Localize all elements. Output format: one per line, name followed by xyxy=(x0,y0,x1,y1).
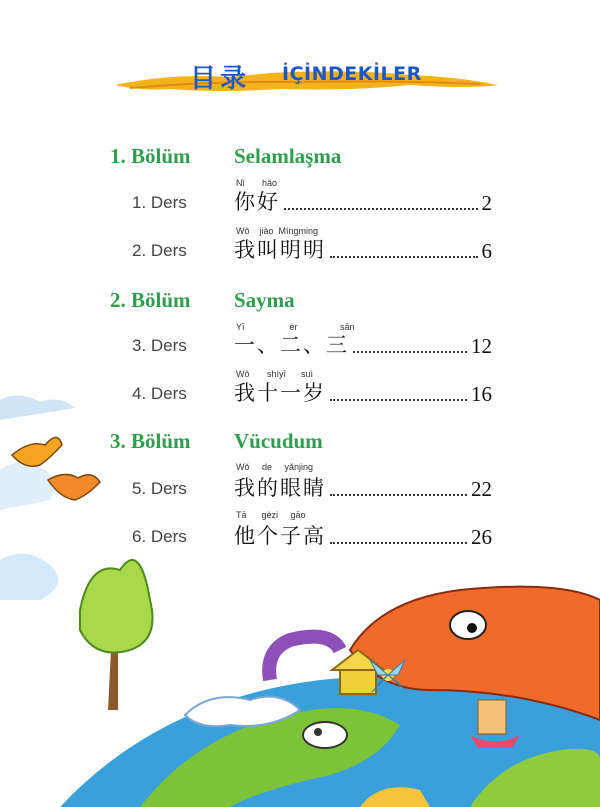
unit-1-label: 1. Bölüm xyxy=(110,144,191,168)
lesson-4-entry[interactable] xyxy=(234,381,492,407)
toc-title-turkish: İÇİNDEKİLER xyxy=(282,63,422,85)
lesson-1-page: 2 xyxy=(481,191,492,215)
lesson-5-entry[interactable] xyxy=(234,476,492,502)
lesson-2-chinese: 我叫明明 xyxy=(234,238,326,262)
lesson-6-label: 6. Ders xyxy=(132,527,187,546)
lesson-3-entry[interactable] xyxy=(234,333,492,359)
dot-leader xyxy=(330,398,467,401)
unit-3-title: Vücudum xyxy=(234,429,323,453)
unit-2-title: Sayma xyxy=(234,288,295,312)
lesson-3-page: 12 xyxy=(471,334,492,358)
lesson-3-label: 3. Ders xyxy=(132,336,187,355)
lesson-3-chinese: 一、二、三 xyxy=(234,333,349,357)
dot-leader xyxy=(330,541,467,544)
dot-leader xyxy=(284,207,478,210)
dot-leader xyxy=(330,493,467,496)
lesson-5-chinese: 我的眼睛 xyxy=(234,476,326,500)
dot-leader xyxy=(353,350,467,353)
lesson-4-chinese: 我十一岁 xyxy=(234,381,326,405)
lesson-2-page: 6 xyxy=(481,239,492,263)
lesson-6-chinese: 他个子高 xyxy=(234,524,326,548)
lesson-2-entry[interactable] xyxy=(234,238,492,264)
lesson-6-page: 26 xyxy=(471,525,492,549)
lesson-6-entry[interactable] xyxy=(234,524,492,550)
lesson-4-pinyin: Wǒ shíyī suì xyxy=(236,369,314,379)
lesson-5-pinyin: Wǒ de yǎnjing xyxy=(236,462,314,472)
lesson-5-page: 22 xyxy=(471,477,492,501)
lesson-4-label: 4. Ders xyxy=(132,384,187,403)
lesson-1-chinese: 你好 xyxy=(234,190,280,214)
lesson-2-pinyin: Wǒ jiào Míngming xyxy=(236,226,319,236)
lesson-4-page: 16 xyxy=(471,382,492,406)
lesson-1-entry[interactable] xyxy=(234,190,492,216)
dot-leader xyxy=(330,255,478,258)
unit-1-title: Selamlaşma xyxy=(234,144,342,168)
lesson-6-pinyin: Tā gèzi gāo xyxy=(236,510,306,520)
lesson-2-label: 2. Ders xyxy=(132,241,187,260)
lesson-3-pinyin: Yī èr sān xyxy=(236,322,355,332)
unit-2-label: 2. Bölüm xyxy=(110,288,191,312)
toc-title-chinese: 目录 xyxy=(190,64,251,94)
lesson-1-pinyin: Nǐ hǎo xyxy=(236,178,278,188)
lesson-1-label: 1. Ders xyxy=(132,193,187,212)
lesson-5-label: 5. Ders xyxy=(132,479,187,498)
unit-3-label: 3. Bölüm xyxy=(110,429,191,453)
